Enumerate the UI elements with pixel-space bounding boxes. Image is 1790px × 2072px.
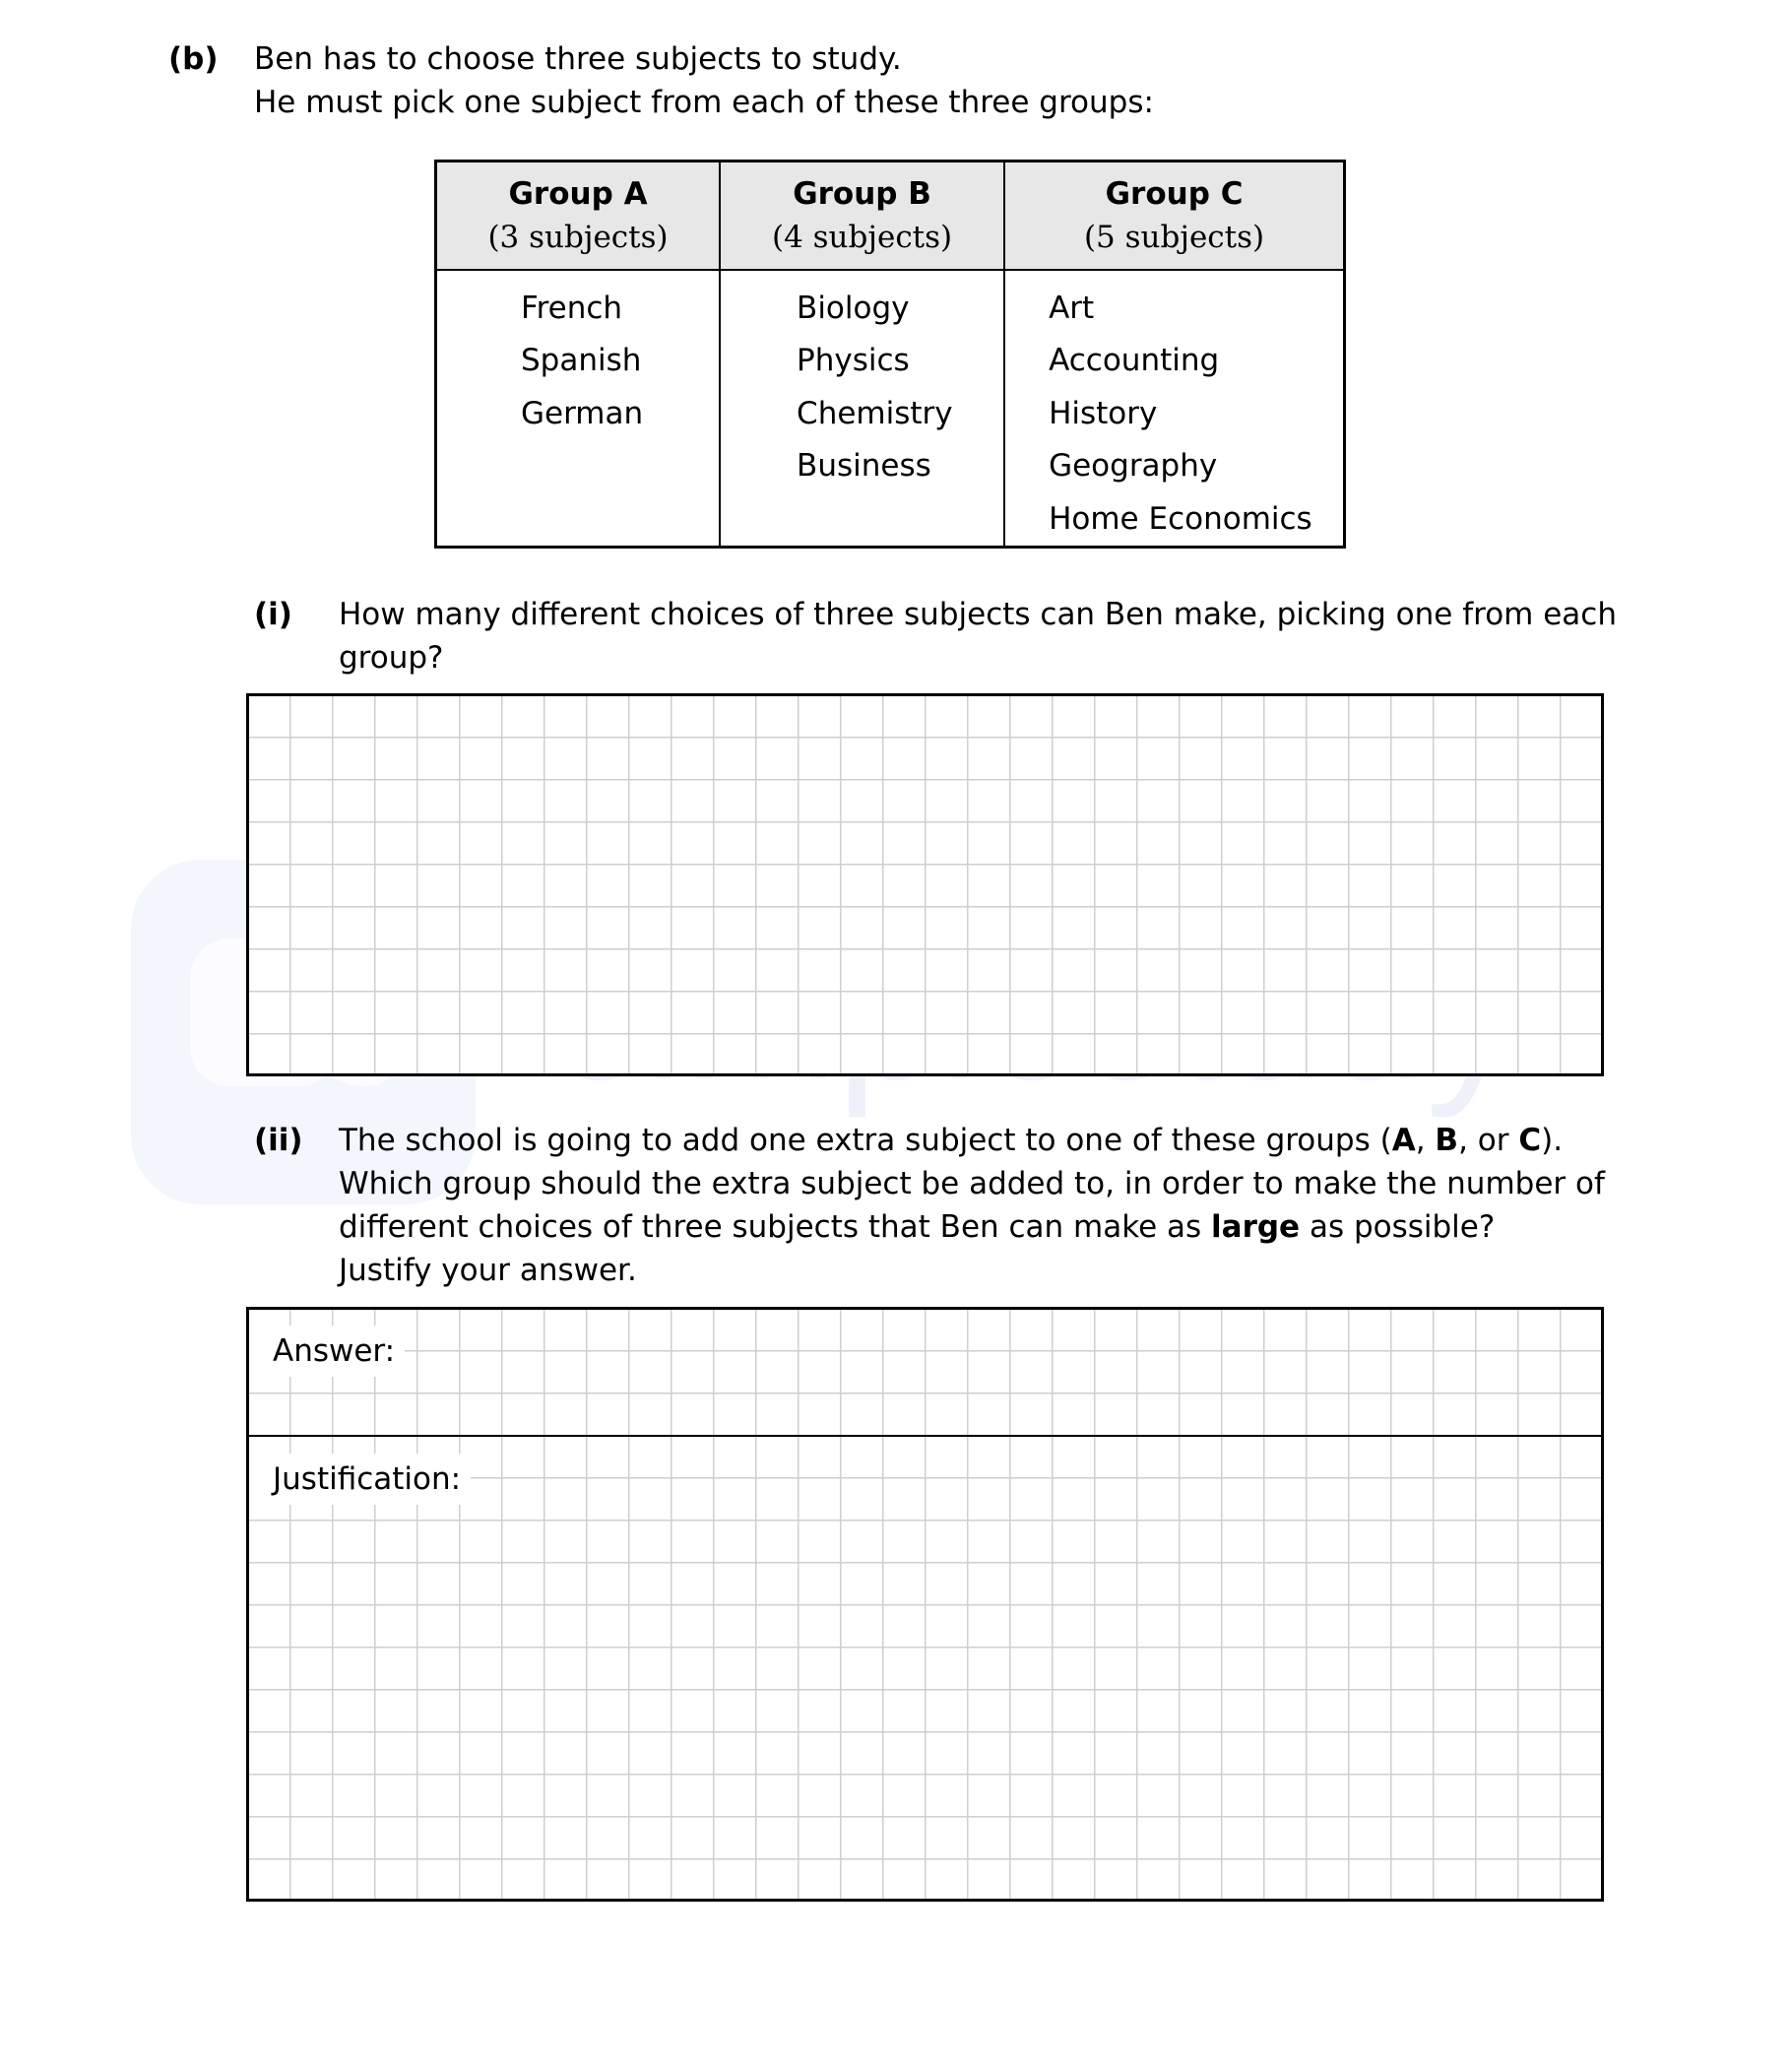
subject-item: French: [521, 291, 623, 326]
part-i-answer-area[interactable]: [246, 693, 1604, 1076]
option-b: B: [1435, 1123, 1459, 1158]
subject-item: Art: [1049, 291, 1095, 326]
part-i-label: (i): [254, 597, 292, 632]
group-c-subjects: [1004, 270, 1344, 548]
option-a: A: [1391, 1123, 1416, 1158]
subject-groups-table: [434, 160, 1346, 549]
intro-line-1: Ben has to choose three subjects to study.: [254, 41, 902, 77]
subject-item: Accounting: [1049, 343, 1220, 379]
part-i-question-line-1: How many different choices of three subjects can Ben make, picking one from each: [339, 597, 1617, 632]
intro-line-2: He must pick one subject from each of these three groups:: [254, 85, 1154, 120]
subject-item: Chemistry: [797, 395, 953, 431]
subject-item: Spanish: [521, 343, 642, 379]
answer-label: Answer:: [249, 1326, 405, 1377]
option-c: C: [1518, 1123, 1542, 1158]
group-a-header: Group A (3 subjects): [436, 162, 721, 271]
group-c-header: Group C (5 subjects): [1004, 162, 1344, 271]
subject-item: History: [1049, 395, 1158, 431]
part-ii-label: (ii): [254, 1123, 303, 1158]
emphasis-large: large: [1211, 1209, 1301, 1245]
subject-item: Physics: [797, 343, 910, 379]
subject-item: Geography: [1049, 448, 1218, 485]
subject-item: German: [521, 395, 644, 431]
answer-divider: [249, 1435, 1601, 1437]
part-ii-question-line-1: The school is going to add one extra subject to one of these groups (A, B, or C).: [339, 1123, 1564, 1158]
justification-label: Justification:: [249, 1454, 471, 1505]
part-ii-question-line-3: different choices of three subjects that Ben can make as large as possible?: [339, 1209, 1496, 1245]
part-ii-question-line-4: Justify your answer.: [339, 1253, 637, 1288]
part-ii-question-line-2: Which group should the extra subject be added to, in order to make the number of: [339, 1166, 1605, 1201]
group-b-header: Group B (4 subjects): [720, 162, 1004, 271]
part-ii-answer-area[interactable]: [246, 1307, 1604, 1902]
part-i-question-line-2: group?: [339, 640, 444, 676]
subject-item: Business: [797, 448, 931, 485]
part-b-label: (b): [168, 41, 219, 77]
subject-item: Biology: [797, 291, 910, 326]
group-b-subjects: [720, 270, 1004, 548]
group-a-subjects: [436, 270, 721, 548]
subject-item: Home Economics: [1049, 500, 1312, 537]
